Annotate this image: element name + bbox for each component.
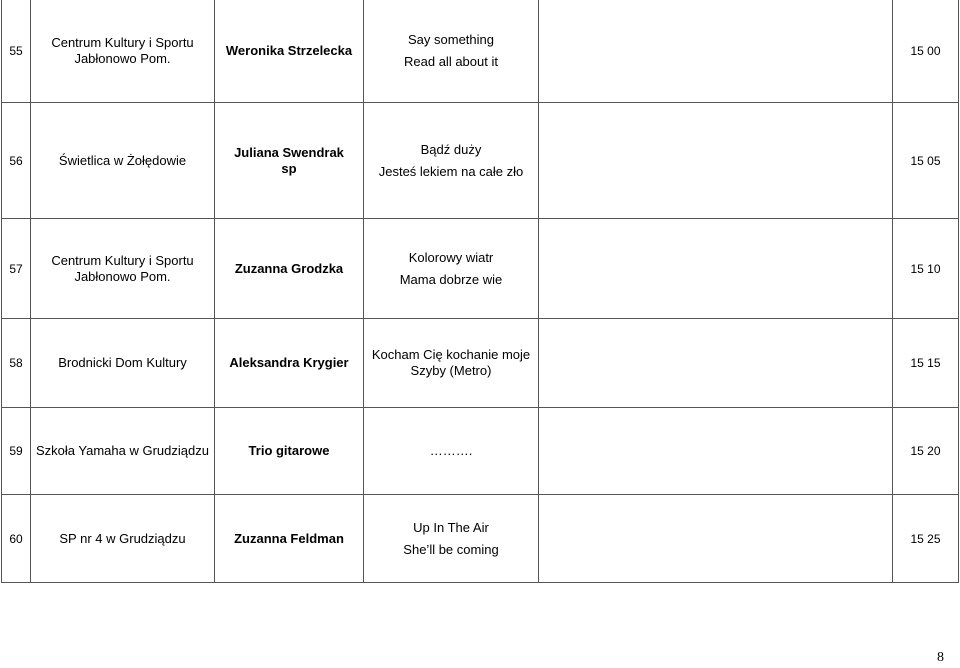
performer-cell-line: Juliana Swendrak — [234, 144, 344, 160]
empty-cell — [539, 495, 893, 583]
time-cell: 15 20 — [893, 408, 959, 495]
performer-cell — [215, 103, 364, 219]
venue-cell — [31, 408, 215, 495]
table-row — [2, 0, 959, 103]
songs-cell-line: Kocham Cię kochanie moje — [371, 347, 531, 362]
songs-cell — [364, 0, 539, 103]
venue-cell — [31, 219, 215, 319]
venue-cell — [31, 495, 215, 583]
songs-cell — [364, 103, 539, 219]
venue-cell-line: Szkoła Yamaha w Grudziądzu — [36, 443, 209, 458]
venue-cell-line: Jabłonowo Pom. — [74, 268, 171, 284]
songs-cell — [364, 319, 539, 408]
row-number: 58 — [2, 319, 31, 408]
performer-cell — [215, 219, 364, 319]
songs-cell-line: ………. — [429, 443, 473, 458]
venue-cell-line: SP nr 4 w Grudziądzu — [59, 530, 186, 546]
performer-cell — [215, 319, 364, 408]
performer-cell-line: Trio gitarowe — [248, 443, 330, 458]
performance-schedule-table — [1, 0, 959, 583]
performer-cell-line: Zuzanna Feldman — [234, 530, 344, 546]
venue-cell — [31, 0, 215, 103]
venue-cell-line: Centrum Kultury i Sportu — [51, 252, 194, 268]
time-cell: 15 15 — [893, 319, 959, 408]
table-row — [2, 103, 959, 219]
venue-cell-line: Centrum Kultury i Sportu — [51, 34, 194, 50]
row-number: 57 — [2, 219, 31, 319]
songs-cell-line: Mama dobrze wie — [399, 271, 503, 287]
songs-cell-line: Say something — [408, 31, 494, 47]
performer-cell-line: Zuzanna Grodzka — [234, 260, 344, 276]
performer-cell-line: Aleksandra Krygier — [229, 355, 349, 370]
empty-cell — [539, 319, 893, 408]
row-number: 60 — [2, 495, 31, 583]
row-number: 56 — [2, 103, 31, 219]
time-cell: 15 05 — [893, 103, 959, 219]
songs-cell — [364, 495, 539, 583]
songs-cell — [364, 219, 539, 319]
table-row — [2, 219, 959, 319]
performer-cell-line: Weronika Strzelecka — [225, 42, 353, 58]
performer-cell — [215, 408, 364, 495]
page-number: 8 — [937, 650, 944, 665]
time-cell: 15 00 — [893, 0, 959, 103]
songs-cell-line: She’ll be coming — [403, 541, 499, 557]
empty-cell — [539, 219, 893, 319]
table-row — [2, 408, 959, 495]
time-cell: 15 25 — [893, 495, 959, 583]
songs-cell — [364, 408, 539, 495]
empty-cell — [539, 408, 893, 495]
songs-cell-line: Jesteś lekiem na całe zło — [378, 163, 524, 179]
venue-cell-line: Świetlica w Żołędowie — [58, 152, 187, 168]
songs-cell-line: Szyby (Metro) — [410, 363, 492, 378]
venue-cell-line: Jabłonowo Pom. — [74, 50, 171, 66]
empty-cell — [539, 0, 893, 103]
songs-cell-line: Kolorowy wiatr — [408, 249, 494, 265]
table-row — [2, 495, 959, 583]
time-cell: 15 10 — [893, 219, 959, 319]
venue-cell — [31, 319, 215, 408]
row-number: 59 — [2, 408, 31, 495]
performer-cell — [215, 0, 364, 103]
performer-cell-line: sp — [281, 160, 297, 176]
venue-cell-line: Brodnicki Dom Kultury — [58, 355, 187, 370]
row-number: 55 — [2, 0, 31, 103]
songs-cell-line: Read all about it — [404, 53, 498, 69]
empty-cell — [539, 103, 893, 219]
performer-cell — [215, 495, 364, 583]
songs-cell-line: Up In The Air — [413, 519, 489, 535]
songs-cell-line: Bądź duży — [420, 141, 482, 157]
table-row — [2, 319, 959, 408]
venue-cell — [31, 103, 215, 219]
